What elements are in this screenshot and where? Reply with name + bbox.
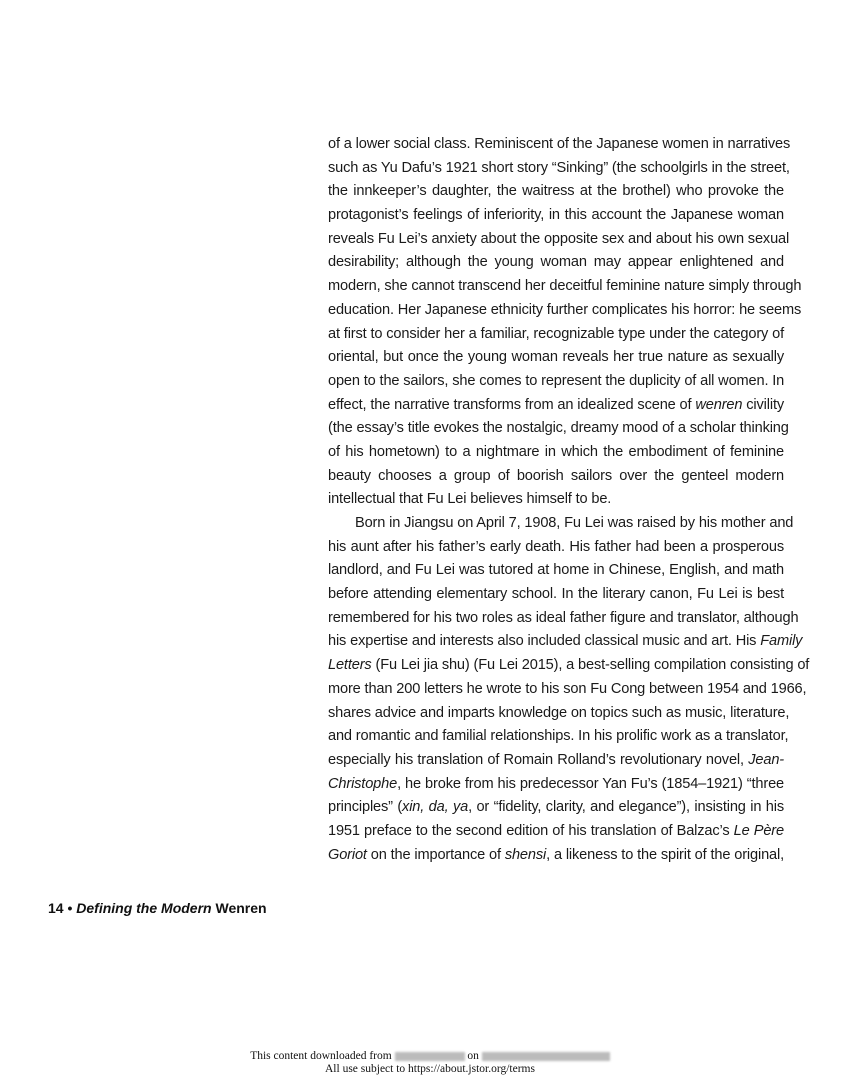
text-run: (the essay’s title evokes the nostalgic, dreamy mood of a scholar thinking: [328, 420, 789, 437]
text-line: [328, 157, 790, 181]
text-line: [328, 749, 784, 773]
text-run: principles” (: [328, 799, 403, 816]
text-run: beauty chooses a group of boorish sailors over the genteel modern: [328, 467, 784, 484]
text-run: effect, the narrative transforms from an idealized scene of: [328, 396, 696, 413]
page-number: 14: [48, 900, 64, 916]
download-line: [0, 1050, 860, 1063]
text-line: [328, 133, 791, 157]
text-run: , a likeness to the spirit of the original,: [546, 846, 785, 863]
text-line: [328, 441, 784, 465]
text-run: modern, she cannot transcend her deceitful feminine nature simply through: [328, 278, 802, 295]
text-run: of a lower social class. Reminiscent of the Japanese women in narratives: [328, 136, 791, 152]
italic-term: Letters: [328, 657, 372, 674]
italic-term: Family: [760, 633, 803, 650]
italic-term: shensi: [504, 846, 547, 863]
redacted-timestamp: [482, 1052, 610, 1061]
body-text: [328, 133, 810, 867]
text-run: at first to consider her a familiar, recognizable type under the category of: [328, 325, 784, 342]
text-run: shares advice and imparts knowledge on topics such as music, literature,: [328, 704, 790, 721]
text-line: [328, 275, 802, 299]
text-line: [328, 346, 784, 370]
paragraph: [328, 512, 810, 867]
text-line: [328, 299, 802, 323]
italic-term: wenren: [695, 396, 743, 413]
text-line: [328, 204, 784, 228]
italic-term: Le Père: [733, 822, 784, 839]
text-run: his expertise and interests also included classical music and art. His: [328, 633, 761, 650]
text-run: before attending elementary school. In the literary canon, Fu Lei is best: [328, 586, 784, 603]
text-run: 1951 preface to the second edition of his translation of Balzac’s: [328, 822, 734, 839]
on-word: on: [467, 1050, 479, 1062]
text-run: civility: [742, 396, 784, 413]
italic-term: Christophe: [328, 775, 398, 792]
text-run: more than 200 letters he wrote to his son Fu Cong between 1954 and 1966,: [328, 680, 807, 697]
text-line: [328, 725, 789, 749]
running-footer: [48, 900, 267, 916]
text-run: desirability; although the young woman may appear enlightened and: [328, 254, 784, 271]
text-run: on the importance of: [366, 846, 505, 863]
text-line: [328, 228, 790, 252]
text-run: (Fu Lei jia shu) (Fu Lei 2015), a best-selling compilation consisting of: [371, 657, 810, 674]
book-title-roman: Wenren: [215, 900, 267, 916]
text-line: [328, 844, 784, 868]
text-run: of his hometown) to a nightmare in which the embodiment of feminine: [328, 443, 784, 460]
download-prefix: This content downloaded from: [250, 1050, 392, 1062]
text-line: [328, 417, 789, 441]
text-line: [328, 773, 784, 797]
text-run: reveals Fu Lei’s anxiety about the opposite sex and about his own sexual: [328, 230, 790, 247]
text-run: open to the sailors, she comes to represent the duplicity of all women. In: [328, 372, 785, 389]
text-run: Born in Jiangsu on April 7, 1908, Fu Lei was raised by his mother and: [355, 515, 794, 531]
italic-term: Jean-: [748, 751, 784, 768]
text-run: and romantic and familial relationships. In his prolific work as a translator,: [328, 728, 789, 745]
book-title-italic: Defining the Modern: [76, 900, 212, 916]
text-run: education. Her Japanese ethnicity further complicates his horror: he seems: [328, 301, 802, 318]
text-line: [328, 607, 799, 631]
paragraph: [328, 133, 802, 512]
redacted-ip: [395, 1052, 465, 1061]
text-run: remembered for his two roles as ideal father figure and translator, although: [328, 609, 799, 626]
text-run: , he broke from his predecessor Yan Fu’s (1854–1921) “three: [397, 775, 784, 792]
text-line: [328, 536, 784, 560]
text-line: [328, 583, 784, 607]
italic-term: Goriot: [328, 846, 367, 863]
text-run: his aunt after his father’s early death. His father had been a prosperous: [328, 538, 784, 555]
text-run: intellectual that Fu Lei believes himself to be.: [328, 491, 612, 508]
text-run: especially his translation of Romain Rolland’s revolutionary novel,: [328, 751, 749, 768]
text-line: [328, 251, 784, 275]
text-line: [328, 678, 807, 702]
jstor-notice: [0, 1050, 860, 1076]
text-run: the innkeeper’s daughter, the waitress at the brothel) who provoke the: [328, 183, 784, 200]
text-line: [328, 796, 784, 820]
text-line: [328, 180, 784, 204]
text-run: , or “fidelity, clarity, and elegance”), insisting in his: [468, 799, 784, 816]
text-line: [328, 323, 784, 347]
text-line: [328, 394, 784, 418]
bullet-separator: •: [67, 900, 73, 916]
text-line: [328, 465, 784, 489]
text-line: [328, 654, 810, 678]
text-line: [328, 512, 794, 536]
text-run: protagonist’s feelings of inferiority, in this account the Japanese woman: [328, 207, 784, 224]
terms-line: All use subject to https://about.jstor.org/terms: [325, 1063, 535, 1075]
italic-term: xin, da, ya: [402, 799, 469, 816]
text-line: [328, 370, 784, 394]
text-line: [328, 559, 784, 583]
text-run: landlord, and Fu Lei was tutored at home in Chinese, English, and math: [328, 562, 784, 579]
text-run: oriental, but once the young woman reveals her true nature as sexually: [328, 349, 784, 366]
text-line: [328, 702, 790, 726]
text-run: such as Yu Dafu’s 1921 short story “Sinking” (the schoolgirls in the street,: [328, 159, 790, 176]
text-line: [328, 488, 784, 512]
text-line: [328, 630, 803, 654]
text-line: [328, 820, 784, 844]
